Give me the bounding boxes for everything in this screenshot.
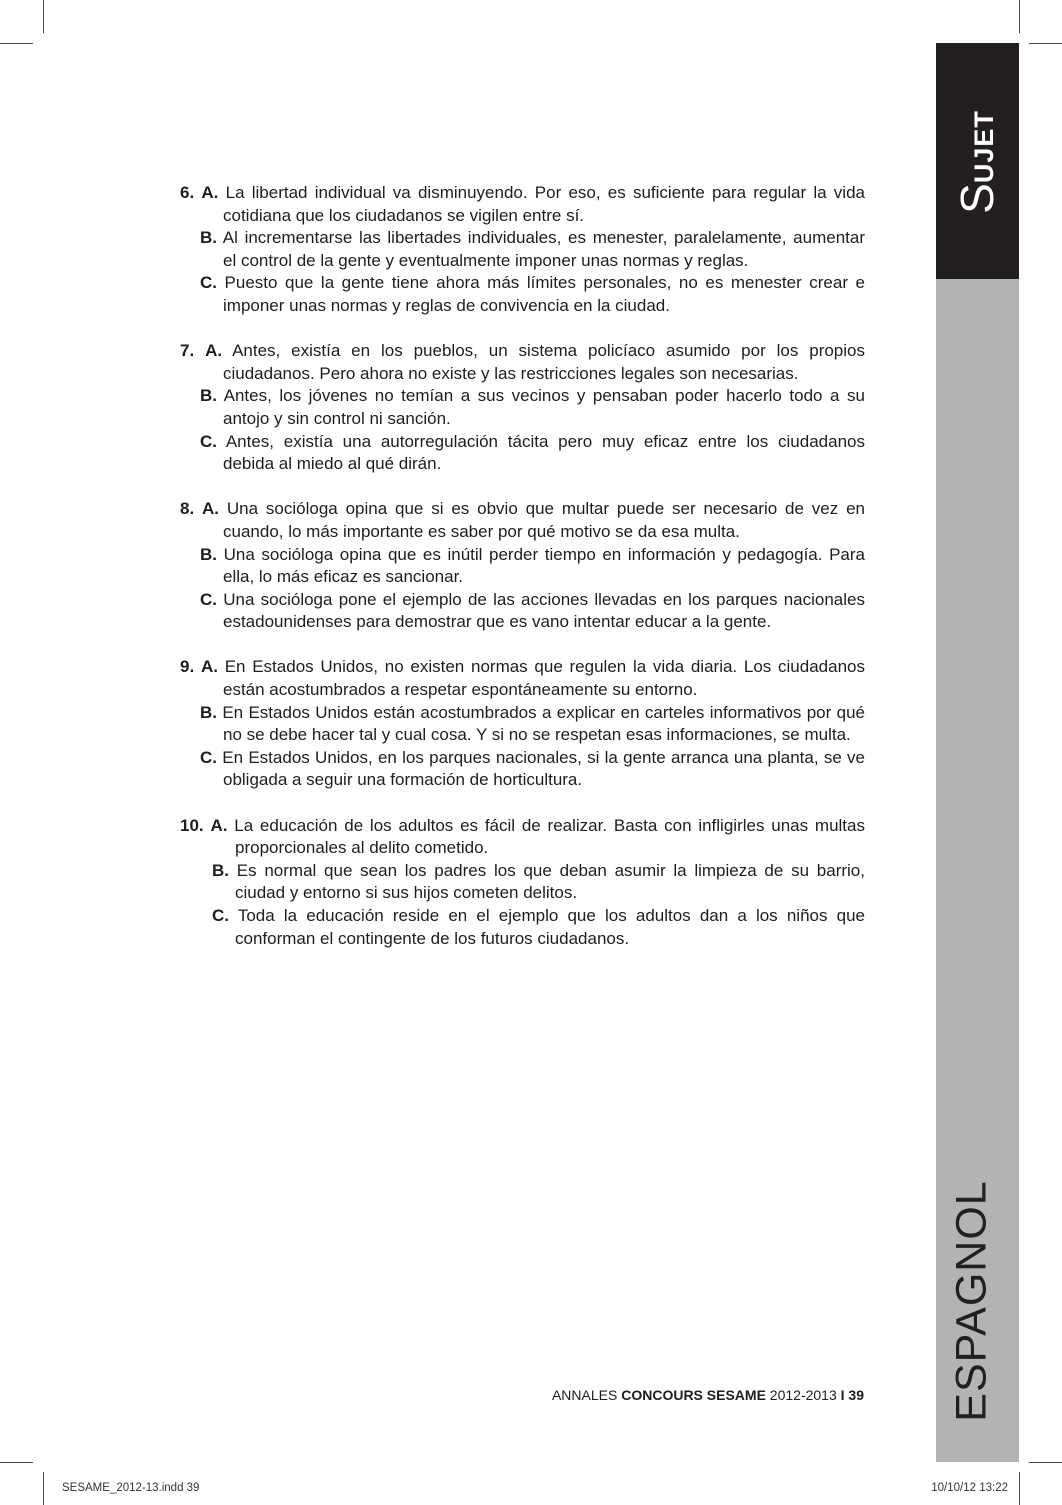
question-number: 8. (180, 499, 195, 519)
option-7b (180, 385, 865, 430)
subject-tab-label: ESPAGNOL (947, 1180, 996, 1422)
question-9 (180, 656, 865, 792)
option-text: Una socióloga opina que es inútil perder tiempo en información y pedagogía. Para ella, lo más eficaz es sancionar. (223, 544, 865, 587)
footer-brand: CONCOURS SESAME (621, 1387, 766, 1403)
option-text: Antes, existía una autorregulación tácita pero muy eficaz entre los ciudadanos debida al miedo al qué dirán. (223, 431, 865, 474)
section-rest: UJET (969, 110, 999, 184)
option-text: Una socióloga opina que si es obvio que multar puede ser necesario de vez en cuando, lo más importante es saber por qué motivo se da esa multa. (223, 499, 865, 541)
footer-years: 2012-2013 (769, 1387, 837, 1403)
option-letter: A. (201, 183, 219, 202)
option-8c (180, 589, 865, 634)
option-7c (180, 431, 865, 476)
page-number: 39 (848, 1387, 864, 1403)
option-text: En Estados Unidos, en los parques nacionales, si la gente arranca una planta, se ve obligada a seguir una formación de horticultura. (222, 747, 865, 790)
footer-prefix: ANNALES (551, 1387, 618, 1403)
option-letter: C. (200, 589, 217, 609)
option-9a (180, 656, 865, 701)
option-letter: B. (212, 860, 229, 880)
option-10a (180, 815, 865, 860)
page-footer (552, 1387, 864, 1403)
section-tab-label (950, 110, 1004, 214)
option-letter: A. (200, 657, 218, 677)
crop-mark (1019, 0, 1020, 33)
option-text: La educación de los adultos es fácil de realizar. Basta con infligirles unas multas proporcionales al delito cometido. (234, 815, 865, 858)
option-letter: A. (205, 341, 223, 361)
option-text: Toda la educación reside en el ejemplo que los adultos dan a los niños que conforman el contingente de los futuros ciudadanos. (235, 906, 865, 948)
question-7 (180, 340, 865, 476)
question-list (180, 182, 865, 973)
option-letter: C. (200, 747, 217, 767)
option-letter: B. (200, 544, 217, 564)
option-9b (180, 702, 865, 747)
slug-timestamp: 10/10/12 13:22 (931, 1482, 1008, 1494)
option-letter: A. (210, 815, 228, 835)
crop-mark (43, 0, 44, 33)
option-text: Al incrementarse las libertades individuales, es menester, paralelamente, aumentar el control de la gente y eventualmente imponer unas normas y reglas. (222, 228, 865, 270)
option-text: Puesto que la gente tiene ahora más límites personales, no es menester crear e imponer unas normas y reglas de convivencia en la ciudad. (223, 273, 865, 315)
option-letter: A. (202, 499, 220, 519)
option-letter: C. (200, 273, 217, 293)
option-text: La libertad individual va disminuyendo. Por eso, es suficiente para regular la vida cotidiana que los ciudadanos se vigilen entre sí. (223, 183, 865, 225)
option-letter: B. (200, 228, 217, 248)
option-6b (180, 227, 865, 272)
option-text: En Estados Unidos, no existen normas que regulen la vida diaria. Los ciudadanos están acostumbrados a respetar espontáneamente su entorno. (223, 657, 865, 700)
option-letter: B. (200, 386, 217, 406)
option-text: Es normal que sean los padres los que deban asumir la limpieza de su barrio, ciudad y entorno si sus hijos cometen delitos. (235, 860, 865, 903)
option-8b (180, 544, 865, 589)
crop-mark (1029, 1462, 1062, 1463)
question-10 (180, 815, 865, 951)
option-10c (180, 905, 865, 950)
crop-mark (0, 43, 33, 44)
option-text: Antes, existía en los pueblos, un sistema policíaco asumido por los propios ciudadanos. Pero ahora no existe y las restricciones legales son necesarias. (223, 341, 865, 383)
option-6c (180, 272, 865, 317)
question-8 (180, 498, 865, 634)
crop-mark (43, 1472, 44, 1505)
crop-mark (0, 1462, 33, 1463)
question-number: 7. (180, 341, 195, 361)
option-letter: C. (200, 431, 217, 451)
option-letter: C. (212, 906, 229, 925)
option-8a (180, 498, 865, 543)
option-9c (180, 747, 865, 792)
question-number: 6. (180, 183, 195, 202)
option-text: Antes, los jóvenes no temían a sus vecinos y pensaban poder hacerlo todo a su antojo y sin control ni sanción. (223, 386, 865, 428)
question-6 (180, 182, 865, 318)
section-initial: S (951, 183, 1003, 214)
option-6a (180, 182, 865, 227)
option-text: Una socióloga pone el ejemplo de las acciones llevadas en los parques nacionales estadounidenses para demostrar que es vano intentar educar a la gente. (223, 589, 865, 632)
option-text: En Estados Unidos están acostumbrados a explicar en carteles informativos por qué no se debe hacer tal y cual cosa. Y si no se respetan esas informaciones, se multa. (222, 702, 865, 745)
option-7a (180, 340, 865, 385)
question-number: 10. (180, 815, 204, 835)
crop-mark (1029, 43, 1062, 44)
option-10b (180, 860, 865, 905)
footer-separator: I (840, 1387, 845, 1403)
question-number: 9. (180, 657, 195, 677)
option-letter: B. (200, 702, 217, 722)
slug-filename: SESAME_2012-13.indd 39 (62, 1482, 200, 1494)
crop-mark (1019, 1472, 1020, 1505)
